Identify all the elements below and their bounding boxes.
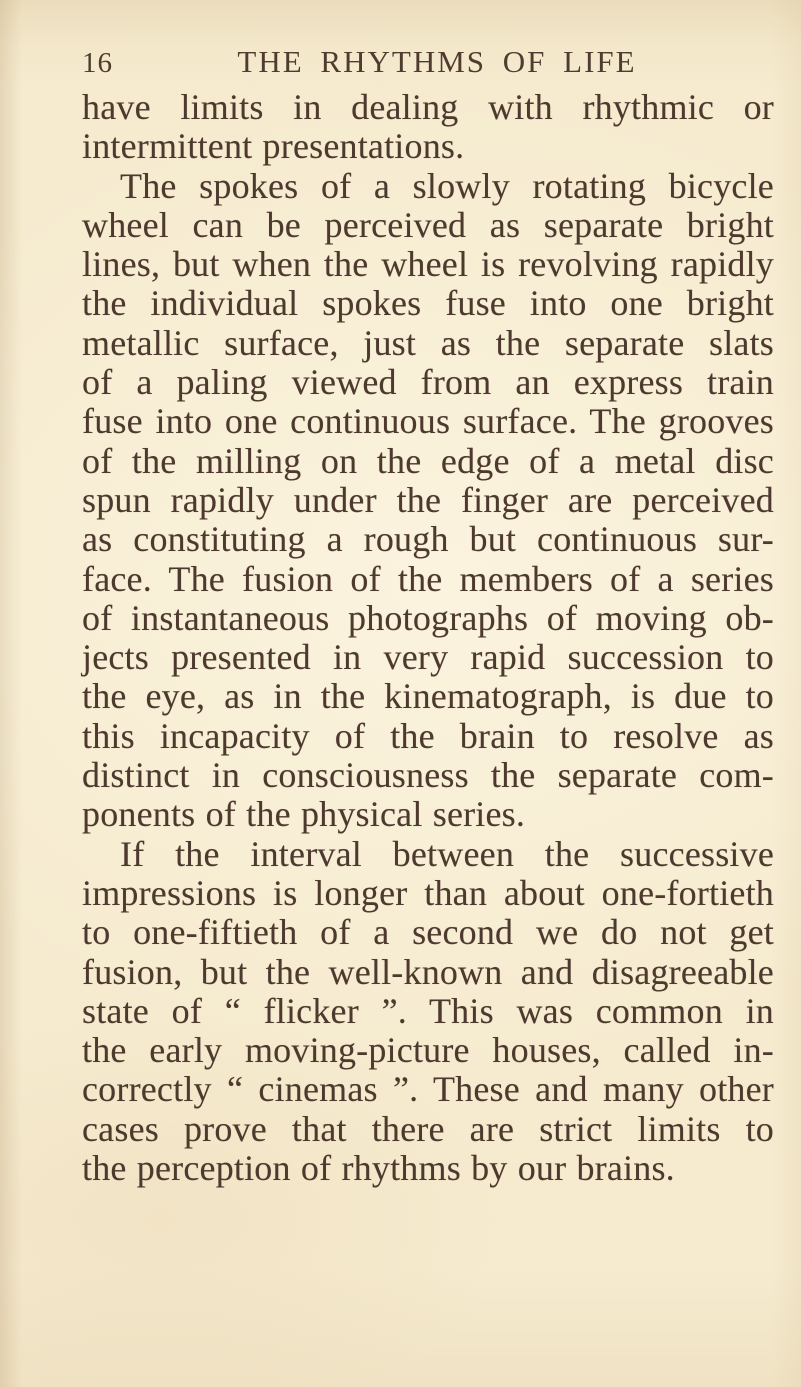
text-line: the early moving-picture houses, called in- — [82, 1030, 774, 1071]
text-line: state of “ flicker ”. This was common in — [82, 990, 774, 1031]
text-line: impressions is longer than about one-fortieth — [82, 872, 774, 913]
text-line: to one-fiftieth of a second we do not get — [82, 912, 774, 953]
text-line: ponents of the physical series. — [82, 794, 526, 835]
text-line: as constituting a rough but continuous sur- — [82, 519, 774, 560]
text-line: of the milling on the edge of a metal disc — [82, 440, 774, 481]
text-line: intermittent presentations. — [82, 126, 465, 167]
text-line: have limits in dealing with rhythmic or — [82, 87, 774, 127]
page-number: 16 — [82, 47, 113, 79]
text-line: correctly “ cinemas ”. These and many other — [82, 1069, 774, 1110]
text-line: of instantaneous photographs of moving ob- — [82, 597, 774, 638]
text-line: fusion, but the well-known and disagreeable — [82, 951, 774, 992]
text-line: jects presented in very rapid succession to — [82, 637, 774, 678]
text-line: fuse into one continuous surface. The grooves — [82, 401, 774, 442]
text-line: distinct in consciousness the separate com- — [82, 755, 774, 796]
text-line: cases prove that there are strict limits to — [82, 1108, 774, 1149]
text-line: this incapacity of the brain to resolve as — [82, 715, 774, 756]
text-line: the eye, as in the kinematograph, is due to — [82, 676, 774, 717]
running-head — [0, 44, 801, 84]
text-line: spun rapidly under the finger are perceived — [82, 479, 774, 520]
text-line: the perception of rhythms by our brains. — [82, 1148, 675, 1189]
body-text — [82, 88, 774, 1188]
text-line: the individual spokes fuse into one bright — [82, 283, 774, 324]
text-line: lines, but when the wheel is revolving rapidly — [82, 244, 774, 285]
text-line: wheel can be perceived as separate bright — [82, 204, 774, 245]
running-title: THE RHYTHMS OF LIFE — [237, 44, 637, 79]
text-line: metallic surface, just as the separate slats — [82, 322, 774, 363]
text-line: face. The fusion of the members of a series — [82, 558, 774, 599]
text-line: of a paling viewed from an express train — [82, 362, 774, 403]
text-line: If the interval between the successive — [120, 833, 774, 874]
text-line: The spokes of a slowly rotating bicycle — [120, 165, 774, 206]
